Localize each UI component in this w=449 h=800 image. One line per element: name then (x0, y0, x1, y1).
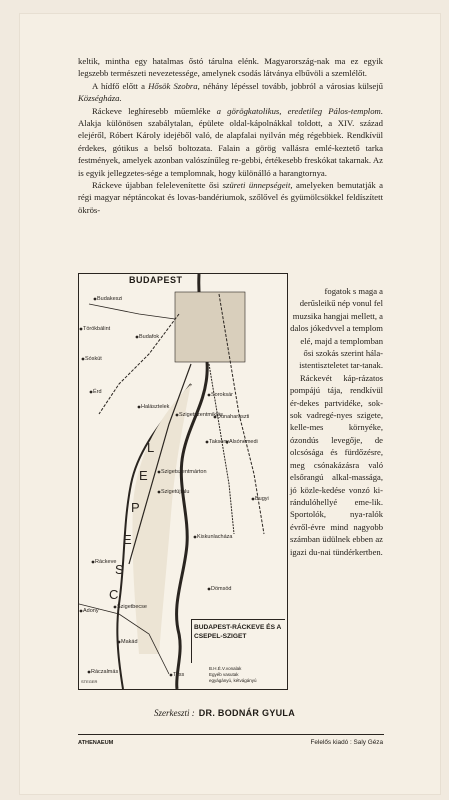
text-run: , néhány lépéssel tovább, jobbról a városias külsejű (197, 80, 383, 91)
place-label: Dömsöd (211, 586, 232, 592)
place-label: Adony (83, 608, 99, 614)
right-paragraph: fogatok s maga a derűsleikű nép vonul fel muzsika hangjai mellett, a dalos jókedvvel a templom elé, majd a templomban ősi szokás szerint hála-istentiszteletet tar-tanak. (290, 286, 383, 371)
place-marker (80, 328, 83, 331)
place-marker (158, 471, 161, 474)
place-label: Ráczalmás (91, 669, 119, 675)
place-marker (118, 641, 121, 644)
place-marker (114, 606, 117, 609)
place-label: Soroksár (211, 392, 234, 398)
main-text (78, 55, 383, 216)
place-label: Dunaharaszti (217, 414, 250, 420)
editor-label: Szerkeszti : (153, 708, 195, 718)
text-run: Ráckeve leghíresebb műemléke (92, 105, 217, 116)
place-marker (82, 358, 85, 361)
paragraph (78, 179, 383, 216)
railway-line (209, 364, 234, 534)
paragraph (78, 55, 383, 80)
place-label: Budafok (139, 334, 160, 340)
map-legend-title: BUDAPEST-RÁCKEVE ÉS A CSEPEL-SZIGET (191, 619, 285, 663)
place-marker (252, 498, 255, 501)
budapest-area (175, 292, 245, 362)
place-label: Makád (121, 639, 138, 645)
place-marker (158, 491, 161, 494)
map-title: BUDAPEST (129, 275, 183, 285)
place-label: Szigetújfalu (161, 489, 190, 495)
place-label: Szigetszentmiklós (179, 412, 224, 418)
text-run: Ráckeve újabban felelevenítette ősi (92, 180, 223, 191)
paragraph (78, 80, 383, 105)
place-marker (138, 406, 141, 409)
editor-credit (0, 708, 449, 718)
text-run: keltik, mintha egy hatalmas őstó tárulna elénk. Magyarország-nak ma ez egyik legszebb természeti nevezetessége, amelynek csodás látványa elbűvöli a szemlélőt. (78, 56, 383, 79)
place-marker (206, 441, 209, 444)
place-label: Kiskunlacháza (197, 534, 233, 540)
emphasis-text: Hősök Szobra (148, 80, 198, 91)
map-figure (78, 273, 288, 690)
map-signature: STEGER (81, 679, 98, 684)
footer-rule (78, 734, 384, 735)
editor-name: DR. BODNÁR GYULA (198, 708, 296, 718)
place-label: Ráckeve (95, 559, 117, 565)
island-name-letter: S (115, 562, 124, 577)
emphasis-text: szüreti ünnepségeit, (222, 180, 293, 191)
place-marker (94, 298, 97, 301)
legend-entry: B.H.É.V.vonalak (209, 666, 242, 671)
place-label: Törökbálint (83, 326, 111, 332)
railway-line (99, 314, 179, 414)
road (89, 304, 175, 319)
printer-name: ATHENAEUM (78, 740, 114, 746)
place-marker (136, 336, 139, 339)
right-column-text (290, 285, 383, 558)
emphasis-text: Községháza. (78, 93, 122, 104)
place-marker (208, 394, 211, 397)
place-label: Halásztelek (141, 404, 170, 410)
place-label: Budakeszi (97, 296, 123, 302)
text-run: Alakja különösen szabálytalan, épülete oldal-kápolnákkal toldott, a XIV. század elejéről, Róbert Károly idejéből való, de alapfalai nyilván még régebbiek. Rendkívül érdekes, gótikus a belső boltozata. Falain a görög vallásra emlé-keztető tarka festmények, amelyek azonban valószínűleg re-gebbi, értékesebb freskókat takarnak. Az is egyik jellegzetes-sége a templomnak, hogy különálló a harangtornya. (78, 118, 383, 178)
place-label: Bugyi (255, 496, 269, 502)
legend-entry: Egyéb vasutak (209, 672, 239, 677)
place-label: Taksony (209, 439, 230, 445)
island-name-letter: E (139, 468, 148, 483)
emphasis-text: a görögkatolikus, eredetileg Pálos-templom. (216, 105, 383, 116)
place-marker (208, 588, 211, 591)
island-name-letter: C (109, 587, 119, 602)
place-label: Alsónémedi (229, 439, 258, 445)
place-marker (90, 391, 93, 394)
island-name-letter: E (123, 532, 132, 547)
right-paragraph: Ráckevét káp-rázatos pompájú tája, rendkívül ér-dekes partvidéke, sok-sok vadregé-nyes szigete, kelle-mes környéke, ózondús levegője, de olcsósága és fürdőzésre, meg csónakázásra való elsőrangú alkal-massága, jó közle-kedése vonzó ki-rándulóhellyé eme-lik. Sportolók, nya-ralók évről-évre mind nagyobb számban üdülnek ebben az igazi du-nai tündérkertben. (290, 372, 383, 557)
paragraph (78, 105, 383, 179)
place-marker (92, 561, 95, 564)
text-run: amelyeken bemutatják a régi magyar néptáncokat és lovas-bandériumok, szőlővel és gyümölcsökkel feldíszített ökrös- (78, 180, 383, 215)
legend-entry: egyágányú, kétvágányú (209, 678, 257, 683)
place-label: Szigetbecse (117, 604, 147, 610)
island-name-letter: L (147, 440, 155, 455)
place-label: Érd (93, 389, 102, 395)
island-name-letter: P (131, 500, 140, 515)
place-marker (176, 414, 179, 417)
map-legend (209, 666, 257, 684)
place-marker (88, 671, 91, 674)
place-label: Sóskút (85, 356, 102, 362)
place-marker (170, 674, 173, 677)
publisher-line: Felelős kiadó : Saly Géza (310, 739, 383, 746)
place-label: Tass (173, 672, 185, 678)
text-run: A hídfő előtt a (92, 80, 149, 91)
place-marker (194, 536, 197, 539)
place-label: Szigetszentmárton (161, 469, 207, 475)
place-marker (80, 610, 83, 613)
